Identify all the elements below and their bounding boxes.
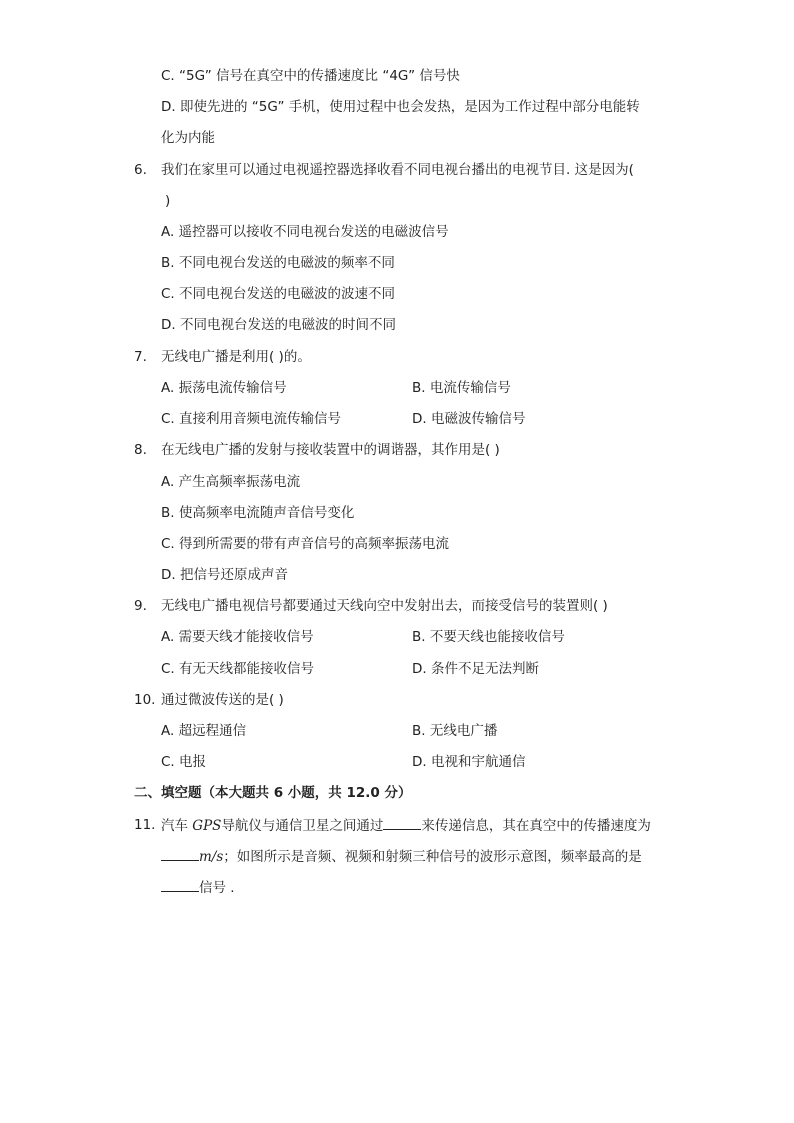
q5-option-d-line1: D. 即使先进的 “5G” 手机，使用过程中也会发热，是因为工作过程中部分电能转 xyxy=(161,99,640,115)
q11-text-d: ；如图所示是音频、视频和射频三种信号的波形示意图，频率最高的是 xyxy=(223,849,642,865)
q10-option-c: C. 电报 xyxy=(161,754,207,770)
q11-blank-1 xyxy=(383,815,421,830)
q11-text-b: 导航仪与通信卫星之间通过 xyxy=(221,818,384,834)
q7-option-a: A. 振荡电流传输信号 xyxy=(161,380,287,396)
q7-option-d: D. 电磁波传输信号 xyxy=(412,411,526,427)
q11-line2 xyxy=(161,846,642,867)
q8-stem: 在无线电广播的发射与接收装置中的调谐器，其作用是( ) xyxy=(161,442,500,458)
q8-option-a: A. 产生高频率振荡电流 xyxy=(161,474,301,490)
q6-stem-line1: 我们在家里可以通过电视遥控器选择收看不同电视台播出的电视节目. 这是因为( xyxy=(161,162,634,178)
q8-option-d: D. 把信号还原成声音 xyxy=(161,567,288,583)
section-heading-fill-in: 二、填空题（本大题共 6 小题，共 12.0 分） xyxy=(134,785,412,801)
q5-option-c: C. “5G” 信号在真空中的传播速度比 “4G” 信号快 xyxy=(161,68,460,84)
q11-blank-3 xyxy=(161,877,199,892)
q10-number: 10. xyxy=(134,692,156,708)
q8-option-b: B. 使高频率电流随声音信号变化 xyxy=(161,505,355,521)
q7-stem: 无线电广播是利用( )的。 xyxy=(161,349,311,365)
q9-option-d: D. 条件不足无法判断 xyxy=(412,661,539,677)
q6-number: 6. xyxy=(134,162,147,178)
q10-option-d: D. 电视和宇航通信 xyxy=(412,754,526,770)
q11-text-c: 来传递信息，其在真空中的传播速度为 xyxy=(421,818,651,834)
q8-number: 8. xyxy=(134,442,147,458)
q11-blank-2 xyxy=(161,846,199,861)
q9-number: 9. xyxy=(134,598,147,614)
q6-option-d: D. 不同电视台发送的电磁波的时间不同 xyxy=(161,317,396,333)
q5-option-d-line2: 化为内能 xyxy=(161,130,215,146)
q6-option-b: B. 不同电视台发送的电磁波的频率不同 xyxy=(161,255,395,271)
q11-number: 11. xyxy=(134,817,156,833)
q11-text-e: 信号 . xyxy=(199,880,235,896)
q9-option-a: A. 需要天线才能接收信号 xyxy=(161,629,314,645)
q10-option-a: A. 超远程通信 xyxy=(161,723,247,739)
q9-stem: 无线电广播电视信号都要通过天线向空中发射出去，而接受信号的装置则( ) xyxy=(161,598,608,614)
q7-option-b: B. 电流传输信号 xyxy=(412,380,511,396)
q9-option-c: C. 有无天线都能接收信号 xyxy=(161,661,315,677)
q11-line1 xyxy=(161,815,651,836)
q6-stem-line2: ) xyxy=(165,193,171,209)
q10-stem: 通过微波传送的是( ) xyxy=(161,692,284,708)
q6-option-c: C. 不同电视台发送的电磁波的波速不同 xyxy=(161,286,396,302)
q8-option-c: C. 得到所需要的带有声音信号的高频率振荡电流 xyxy=(161,536,450,552)
q7-number: 7. xyxy=(134,349,147,365)
q6-option-a: A. 遥控器可以接收不同电视台发送的电磁波信号 xyxy=(161,224,449,240)
q11-unit: m/s xyxy=(199,849,224,865)
q9-option-b: B. 不要天线也能接收信号 xyxy=(412,629,565,645)
q7-option-c: C. 直接利用音频电流传输信号 xyxy=(161,411,342,427)
q11-gps: GPS xyxy=(192,818,222,834)
q11-text-a: 汽车 xyxy=(161,818,193,834)
q11-line3 xyxy=(161,877,235,898)
q10-option-b: B. 无线电广播 xyxy=(412,723,498,739)
